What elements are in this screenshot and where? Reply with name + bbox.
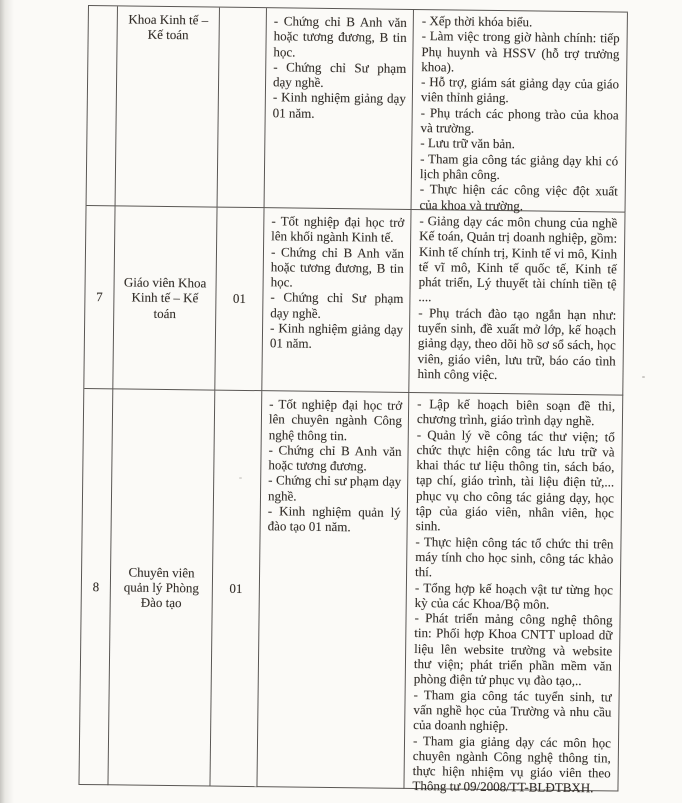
no-cell: 8 — [79, 389, 113, 785]
text-line: - Thực hiện công tác tổ chức thi trên máy tính cho học sinh, công tác khảo thí. — [415, 533, 614, 580]
text-line: - Phát triển mảng công nghệ thông tin: Phối hợp Khoa CNTT upload dữ liệu lên website trường và website thư viện; phát triển phần mềm văn phòng điện tử phục vụ đào tạo,.. — [413, 610, 613, 689]
text-line: - Tham gia giảng dạy các môn học chuyên ngành Công nghệ thông tin, thực hiện nhiệm vụ giáo viên theo Thông tư 09/2008/TT-BLĐTBXH. — [412, 732, 612, 796]
no-cell: 7 — [84, 206, 115, 389]
text-line: - Lập kế hoạch biên soạn đề thi, chương trình, giáo trình dạy nghề. — [416, 396, 616, 429]
text-line: - Thực hiện các công việc đột xuất của khoa và trường. — [419, 181, 618, 213]
text-line: - Xếp thời khóa biểu. — [421, 13, 533, 30]
duties-cell — [409, 210, 625, 396]
text-line: - Phụ trách đào tạo ngắn hạn như: tuyển sinh, đề xuất mở lớp, kế hoạch giảng dạy, theo dõi hồ sơ sổ sách, học viên, giáo viên, lưu trữ, báo cáo tình hình công việc. — [417, 304, 617, 382]
text-line: - Làm việc trong giờ hành chính: tiếp Phụ huynh và HSSV (hỗ trợ trưởng khoa). — [421, 28, 620, 75]
text-line: - Tham gia công tác tuyển sinh, tư vấn nghề học của Trường và nhu cầu của doanh nghiệp. — [413, 686, 612, 734]
text-line: - Tham gia công tác giảng dạy khi có lịch phân công. — [419, 150, 619, 183]
text-line: - Lưu trữ văn bản. — [420, 135, 516, 152]
text-line: - Chứng chỉ Sư phạm dạy nghề. — [270, 289, 404, 321]
position-cell — [108, 389, 215, 786]
requirements-cell — [262, 208, 411, 393]
text-line: - Chứng chỉ sư phạm dạy nghề. — [267, 472, 402, 504]
requirements-cell — [257, 391, 409, 789]
text-line: - Giảng dạy các môn chung của nghề Kế toán, Quản trị doanh nghiệp, gồm: Kinh tế chính trị, Kinh tế vi mô, Kinh tế vĩ mô, Kinh tế quốc tế, Kinh tế phát triển, Lý thuyết tài chính tiền tệ .... — [418, 213, 618, 305]
text-line: - Kinh nghiệm quản lý đào tạo 01 năm. — [267, 503, 401, 535]
text-line: - Chứng chỉ B Anh văn hoặc tương đương, B tin học. — [273, 13, 407, 60]
duties-cell — [412, 10, 628, 213]
text-line: - Tốt nghiệp đại học trở lên chuyên ngành Công nghệ thông tin. — [268, 396, 403, 443]
scan-edge-shadow — [0, 0, 14, 803]
text-line: - Hỗ trợ, giám sát giảng dạy của giáo viên thỉnh giảng. — [420, 74, 620, 106]
position-label: Giáo viên Khoa Kinh tế – Kế toán — [123, 274, 207, 321]
scan-speck — [642, 376, 645, 378]
text-line: - Chứng chỉ B Anh văn hoặc tương đương, B tin học. — [270, 243, 405, 290]
duties-cell — [404, 393, 623, 796]
text-line: - Phụ trách các phong trào của khoa và trường. — [420, 104, 619, 136]
job-positions-table — [78, 5, 627, 796]
no-cell — [87, 6, 118, 206]
text-line: - Kinh nghiệm giảng dạy 01 năm. — [272, 89, 406, 121]
position-label: Khoa Kinh tế – Kế toán — [128, 11, 209, 43]
text-line: - Tổng hợp kế hoạch vật tư từng học kỳ của các Khoa/Bộ môn. — [414, 579, 613, 612]
text-line: - Chứng chỉ Sư phạm dạy nghề. — [272, 59, 407, 91]
position-cell — [116, 6, 220, 207]
position-label: Chuyên viên quản lý Phòng Đào tạo — [123, 564, 200, 611]
quantity-cell — [218, 8, 267, 209]
text-line: - Kinh nghiệm giảng dạy 01 năm. — [269, 320, 404, 352]
text-line: - Chứng chỉ B Anh văn hoặc tương đương. — [268, 442, 402, 474]
quantity-cell: 01 — [210, 391, 262, 788]
requirements-cell — [265, 8, 414, 210]
text-line: - Tốt nghiệp đại học trở lên khối ngành Kinh tế. — [271, 213, 405, 246]
position-cell — [113, 206, 217, 390]
text-line: - Quản lý về công tác thư viện; tổ chức thực hiện công tác lưu trữ và khai thác tư liệu thông tin, sách báo, tạp chí, giáo trình, tài liệu điện tử,... phục vụ cho công tác giảng dạy, học tập của giáo viên, nhân viên, học sinh. — [415, 426, 615, 534]
quantity-cell: 01 — [215, 208, 264, 392]
